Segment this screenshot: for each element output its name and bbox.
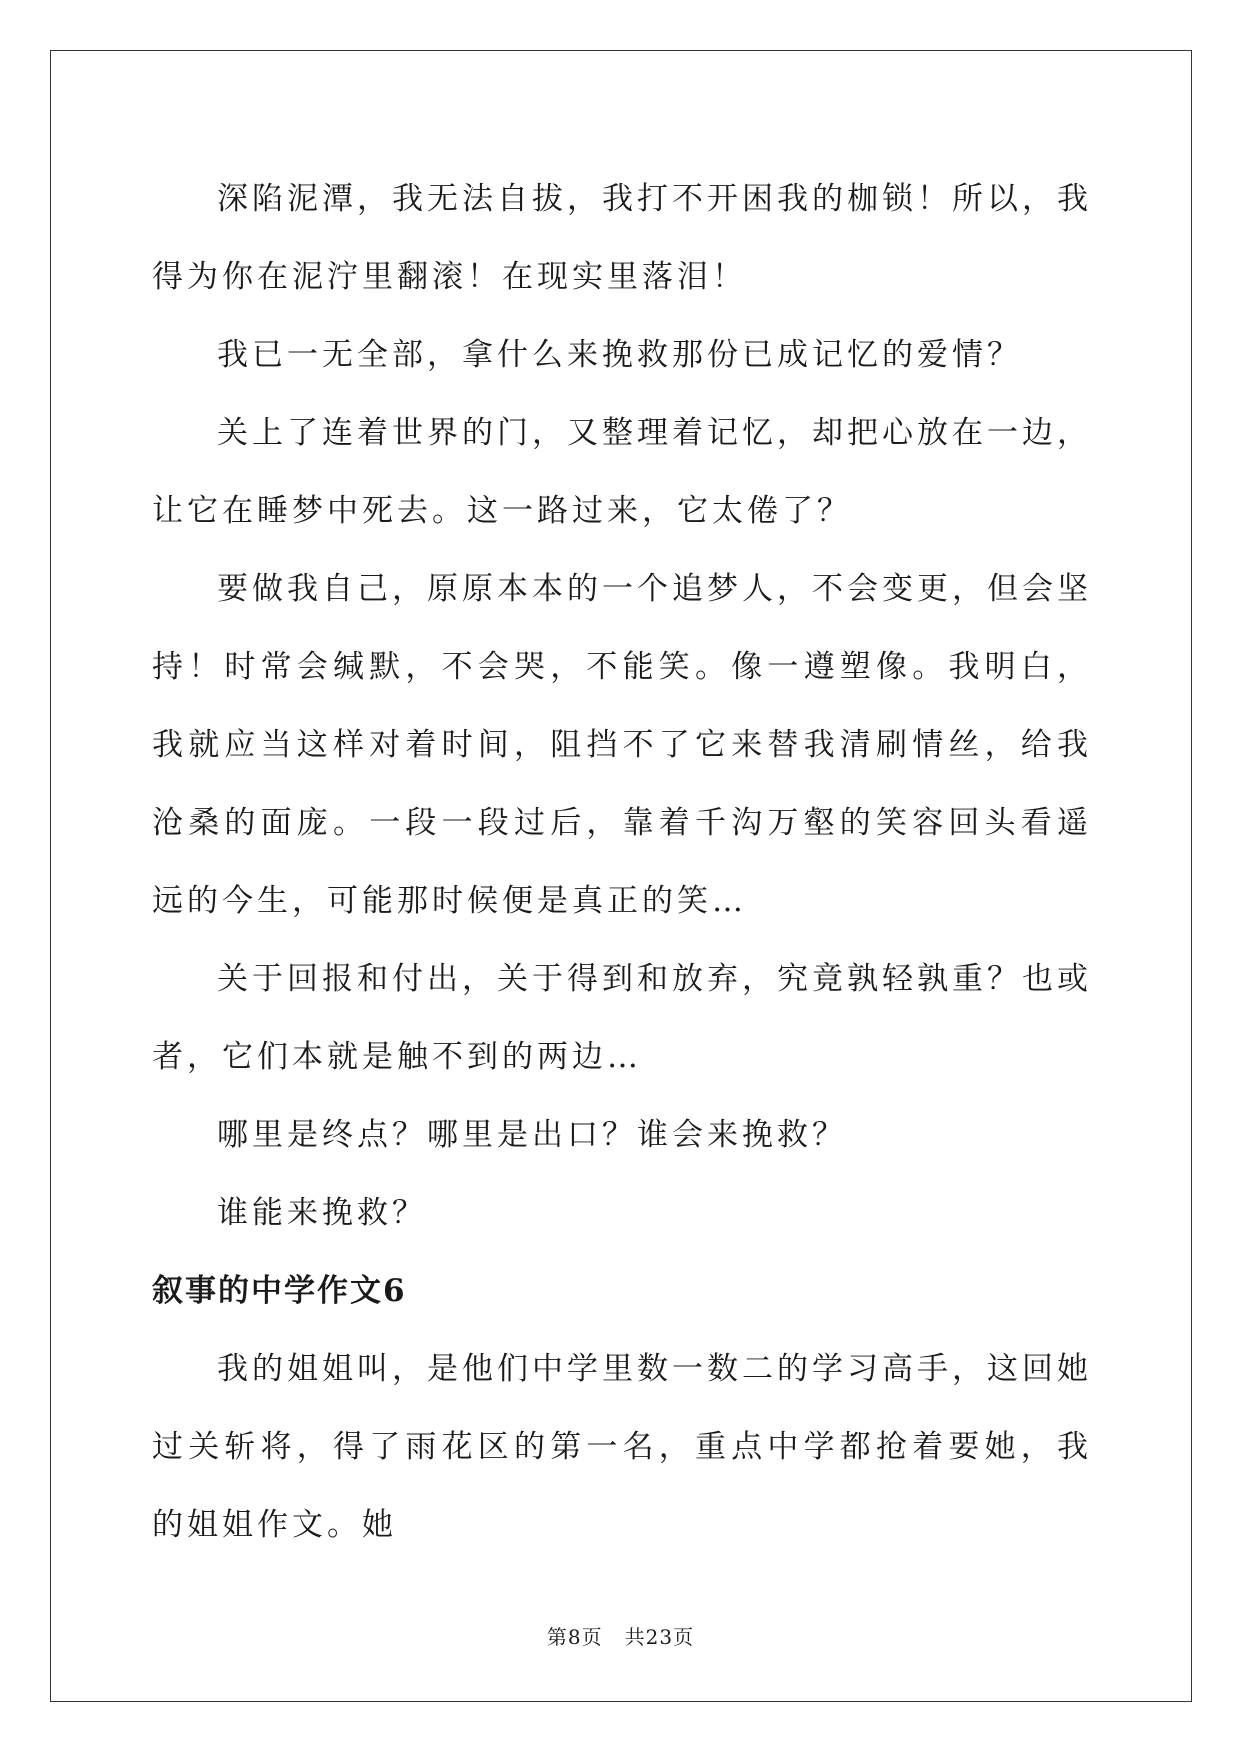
paragraph: 我已一无全部，拿什么来挽救那份已成记忆的爱情？ [217, 337, 1022, 373]
paragraph: 关上了连着世界的门，又整理着记忆，却把心放在一边，让它在睡梦中死去。这一路过来，它太倦了？ [152, 415, 1092, 529]
page-number: 第8页 [546, 1625, 603, 1649]
paragraph: 哪里是终点？哪里是出口？谁会来挽救？ [217, 1117, 847, 1153]
section-heading: 叙事的中学作文6 [152, 1273, 407, 1309]
paragraph: 关于回报和付出，关于得到和放弃，究竟孰轻孰重？也或者，它们本就是触不到的两边… [152, 961, 1092, 1075]
paragraph: 我的姐姐叫，是他们中学里数一数二的学习高手，这回她过关斩将，得了雨花区的第一名，重点中学都抢着要她，我的姐姐作文。她 [152, 1351, 1092, 1543]
total-pages: 共23页 [624, 1625, 695, 1649]
paragraph: 深陷泥潭，我无法自拔，我打不开困我的枷锁！所以，我得为你在泥泞里翻滚！在现实里落泪！ [152, 181, 1092, 295]
document-body [152, 160, 1092, 1564]
page-footer [0, 1621, 1241, 1650]
paragraph: 要做我自己，原原本本的一个追梦人，不会变更，但会坚持！时常会缄默，不会哭，不能笑。像一遵塑像。我明白，我就应当这样对着时间，阻挡不了它来替我清刷情丝，给我沧桑的面庞。一段一段过后，靠着千沟万壑的笑容回头看遥远的今生，可能那时候便是真正的笑… [152, 571, 1092, 919]
paragraph: 谁能来挽救？ [217, 1195, 427, 1231]
